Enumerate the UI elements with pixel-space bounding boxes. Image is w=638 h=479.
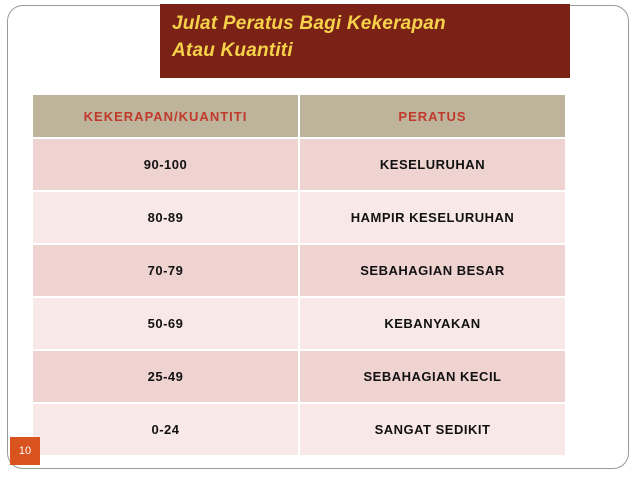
slide-title-box	[160, 4, 570, 78]
page-number-badge: 10	[10, 437, 40, 465]
table-row	[33, 191, 565, 244]
frequency-percentage-table	[33, 95, 565, 455]
header-percentage: PERATUS	[299, 95, 565, 138]
slide-title-line-2: Atau Kuantiti	[172, 40, 293, 61]
table-row	[33, 403, 565, 455]
cell-label: SANGAT SEDIKIT	[299, 403, 565, 455]
cell-range: 90-100	[33, 138, 299, 191]
cell-range: 80-89	[33, 191, 299, 244]
cell-range: 70-79	[33, 244, 299, 297]
cell-range: 25-49	[33, 350, 299, 403]
cell-label: SEBAHAGIAN BESAR	[299, 244, 565, 297]
table-row	[33, 297, 565, 350]
cell-label: KESELURUHAN	[299, 138, 565, 191]
table-header-row	[33, 95, 565, 138]
table-row	[33, 350, 565, 403]
cell-label: SEBAHAGIAN KECIL	[299, 350, 565, 403]
table-row	[33, 244, 565, 297]
cell-range: 0-24	[33, 403, 299, 455]
cell-label: HAMPIR KESELURUHAN	[299, 191, 565, 244]
slide-title-line-1: Julat Peratus Bagi Kekerapan	[172, 13, 446, 34]
header-frequency: KEKERAPAN/KUANTITI	[33, 95, 299, 138]
cell-range: 50-69	[33, 297, 299, 350]
cell-label: KEBANYAKAN	[299, 297, 565, 350]
table-row	[33, 138, 565, 191]
